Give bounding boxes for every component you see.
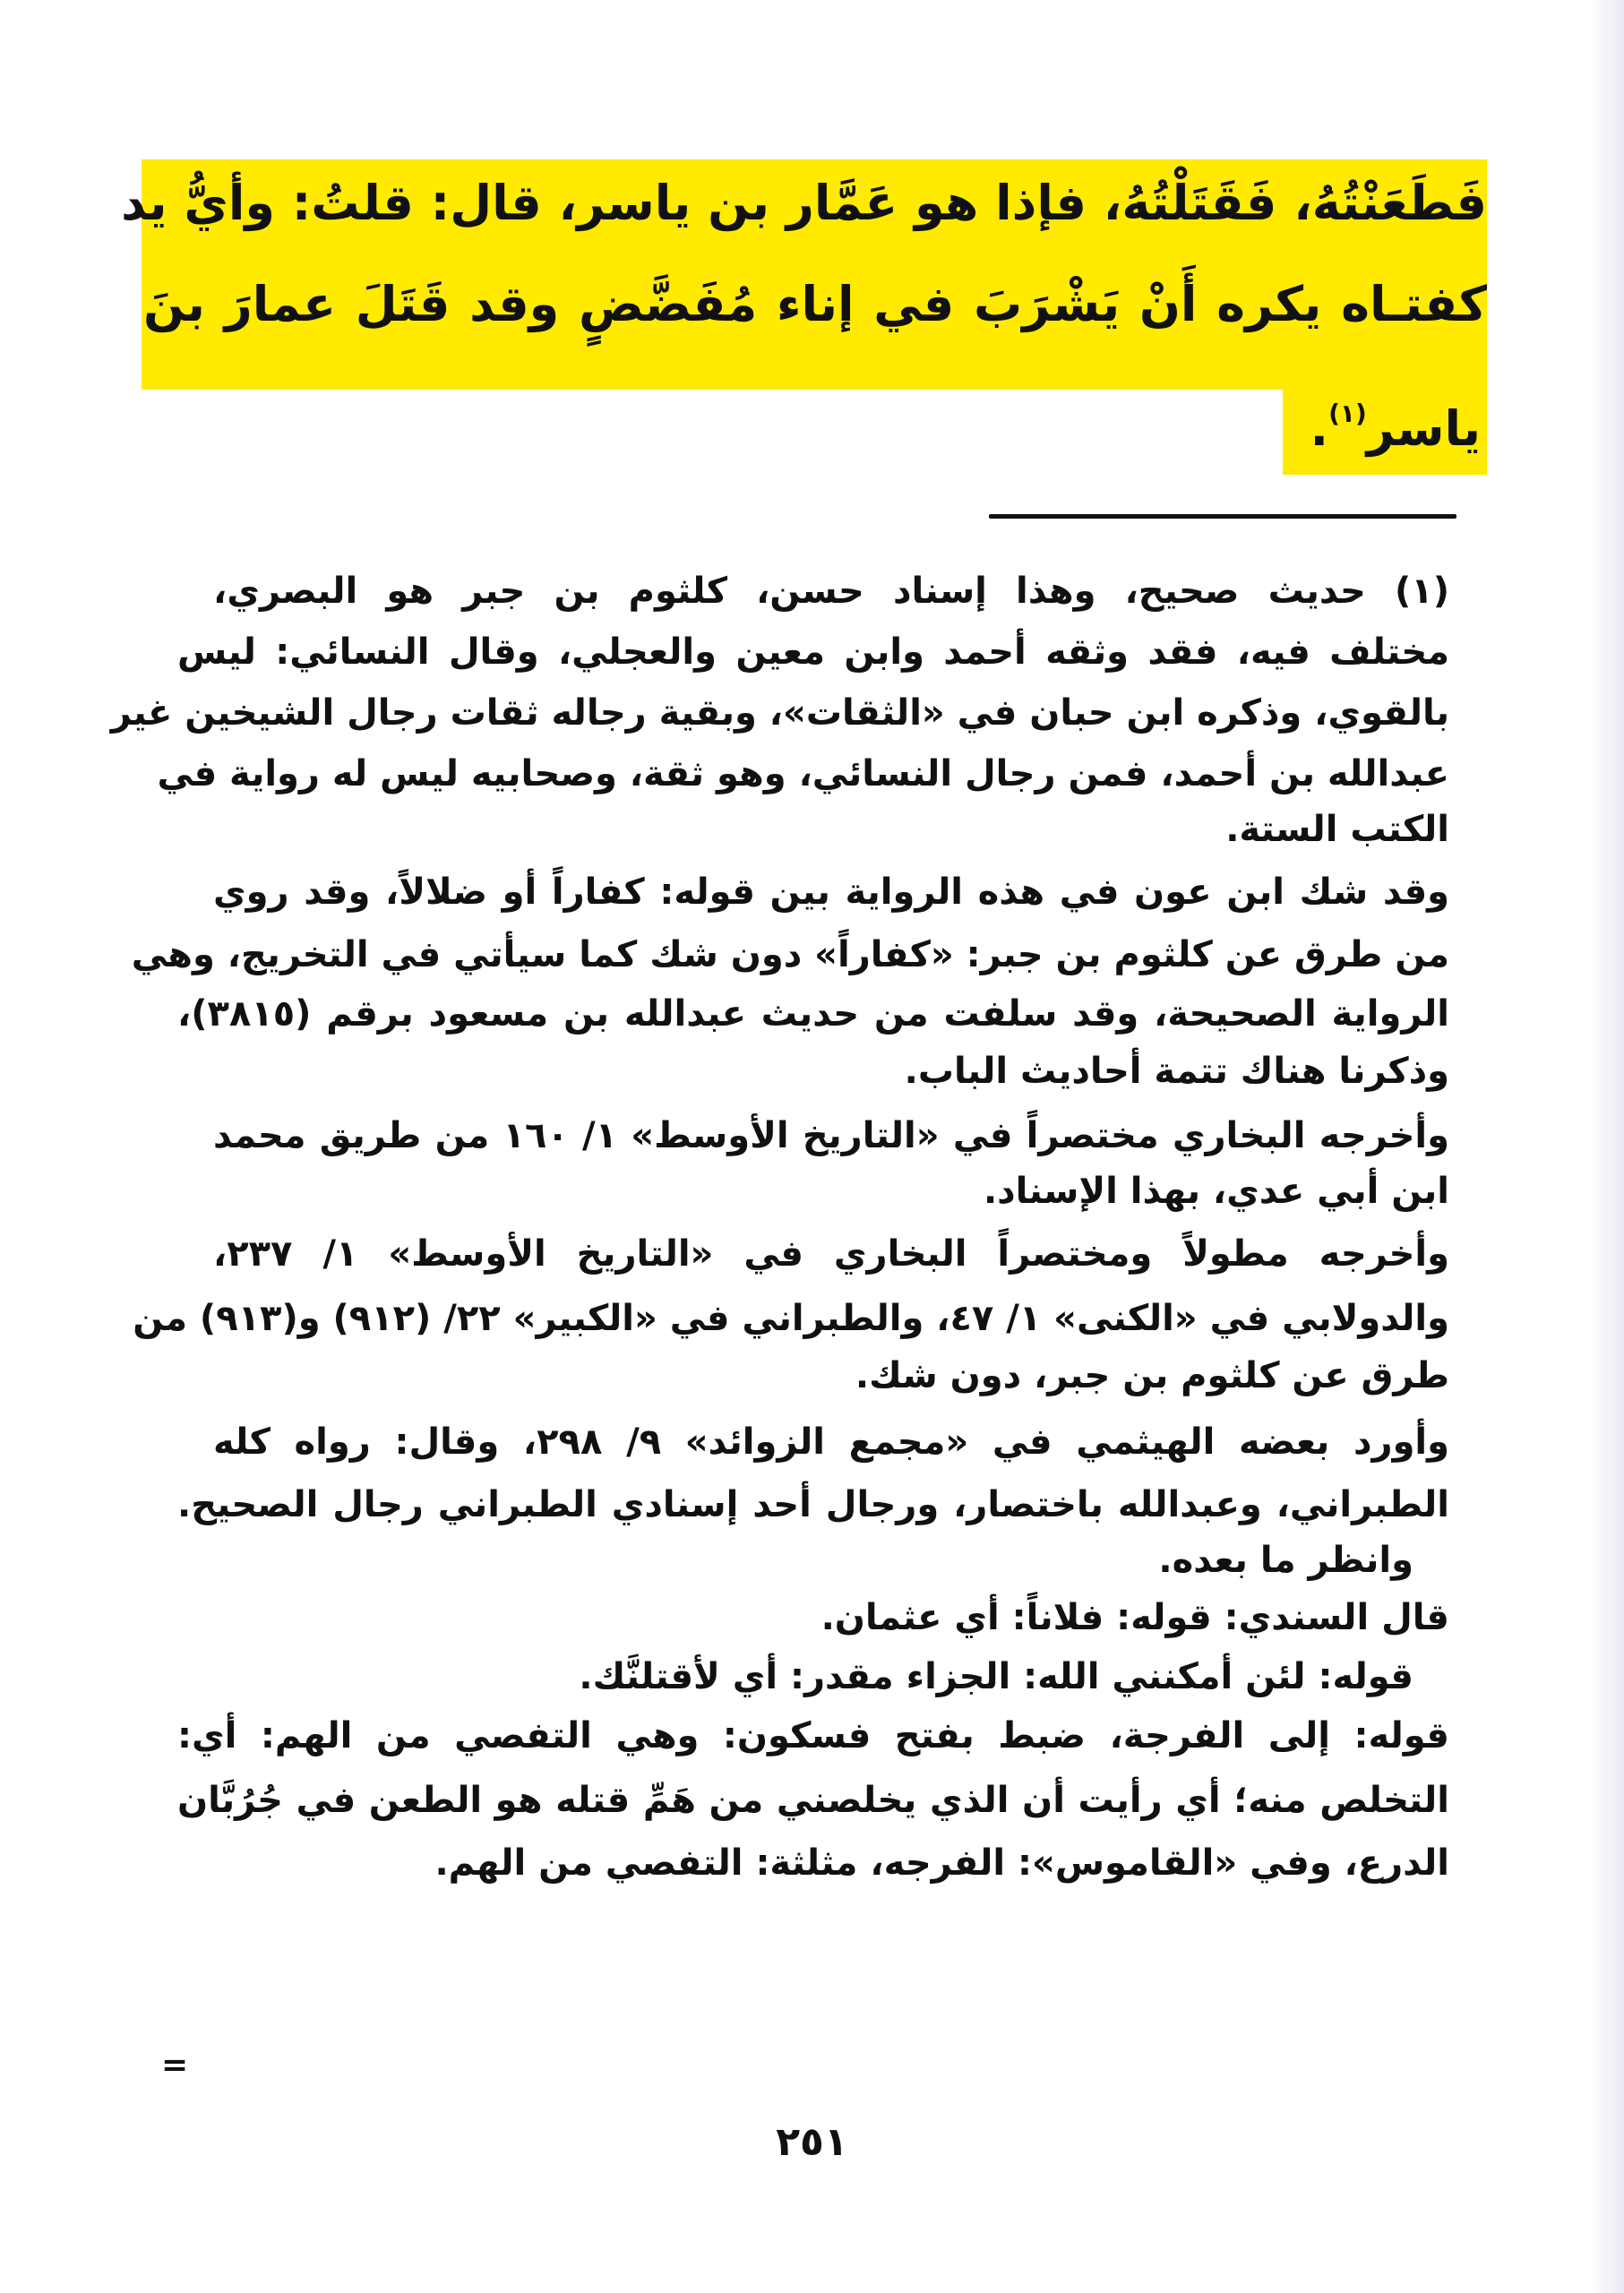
footnote-line: (١) حديث صحيح، وهذا إسناد حسن، كلثوم بن جبر هو البصري، bbox=[213, 571, 1449, 612]
main-text-line: فَطَعَنْتُهُ، فَقَتَلْتُهُ، فإذا هو عَمَّار بن ياسر، قال: قلتُ: وأيُّ يد bbox=[121, 175, 1487, 231]
footnote-line: التخلص منه؛ أي رأيت أن الذي يخلصني من هَمِّ قتله هو الطعن في جُرُبَّان bbox=[177, 1780, 1449, 1821]
footnote-line: وانظر ما بعده. bbox=[1158, 1540, 1413, 1581]
footnote-line: وأخرجه البخاري مختصراً في «التاريخ الأوسط» ١/ ١٦٠ من طريق محمد bbox=[213, 1115, 1449, 1156]
footnote-line: قال السندي: قوله: فلاناً: أي عثمان. bbox=[821, 1597, 1449, 1638]
footnote-reference[interactable]: (١) bbox=[1328, 399, 1367, 428]
footnote-line: وذكرنا هناك تتمة أحاديث الباب. bbox=[904, 1051, 1449, 1092]
footnote-line: الطبراني، وعبدالله باختصار، ورجال أحد إسنادي الطبراني رجال الصحيح. bbox=[177, 1484, 1449, 1525]
page-edge-shadow bbox=[1588, 0, 1624, 2293]
page-number: ٢٥١ bbox=[776, 2119, 848, 2165]
main-text-line: كفتـاه يكره أَنْ يَشْرَبَ في إناء مُفَضَّضٍ وقد قَتَلَ عمارَ بنَ bbox=[143, 276, 1487, 332]
end-punctuation: . bbox=[1310, 400, 1329, 457]
footnote-line: عبدالله بن أحمد، فمن رجال النسائي، وهو ثقة، وصحابيه ليس له رواية في bbox=[157, 753, 1449, 794]
footnote-line: وأورد بعضه الهيثمي في «مجمع الزوائد» ٩/ ٢٩٨، وقال: رواه كله bbox=[213, 1421, 1450, 1463]
footnote-line: الرواية الصحيحة، وقد سلفت من حديث عبدالله بن مسعود برقم (٣٨١٥)، bbox=[177, 993, 1449, 1035]
footnote-line: قوله: إلى الفرجة، ضبط بفتح فسكون: وهي التفصي من الهم: أي: bbox=[177, 1715, 1449, 1756]
main-text-word: ياسر bbox=[1366, 400, 1481, 457]
footnote-line: مختلف فيه، فقد وثقه أحمد وابن معين والعجلي، وقال النسائي: ليس bbox=[177, 631, 1449, 673]
footnote-line: ابن أبي عدي، بهذا الإسناد. bbox=[983, 1171, 1449, 1212]
footnote-separator bbox=[989, 514, 1456, 519]
footnote-line: بالقوي، وذكره ابن حبان في «الثقات»، وبقية رجاله ثقات رجال الشيخين غير bbox=[110, 692, 1449, 734]
continuation-mark: = bbox=[161, 2047, 189, 2083]
footnote-line: الكتب الستة. bbox=[1225, 809, 1449, 850]
footnote-line: الدرع، وفي «القاموس»: الفرجه، مثلثة: التفصي من الهم. bbox=[434, 1842, 1449, 1884]
footnote-line: وأخرجه مطولاً ومختصراً البخاري في «التاريخ الأوسط» ١/ ٢٣٧، bbox=[213, 1233, 1449, 1275]
main-text-line-last bbox=[1310, 399, 1481, 457]
footnote-line: قوله: لئن أمكنني الله: الجزاء مقدر: أي لأقتلنَّك. bbox=[579, 1656, 1413, 1697]
footnote-line: طرق عن كلثوم بن جبر، دون شك. bbox=[855, 1355, 1449, 1396]
footnote-line: من طرق عن كلثوم بن جبر: «كفاراً» دون شك كما سيأتي في التخريج، وهي bbox=[131, 934, 1449, 975]
footnote-line: والدولابي في «الكنى» ١/ ٤٧، والطبراني في «الكبير» ٢٢/ (٩١٢) و(٩١٣) من bbox=[133, 1298, 1449, 1339]
footnote-line: وقد شك ابن عون في هذه الرواية بين قوله: كفاراً أو ضلالاً، وقد روي bbox=[213, 872, 1449, 913]
